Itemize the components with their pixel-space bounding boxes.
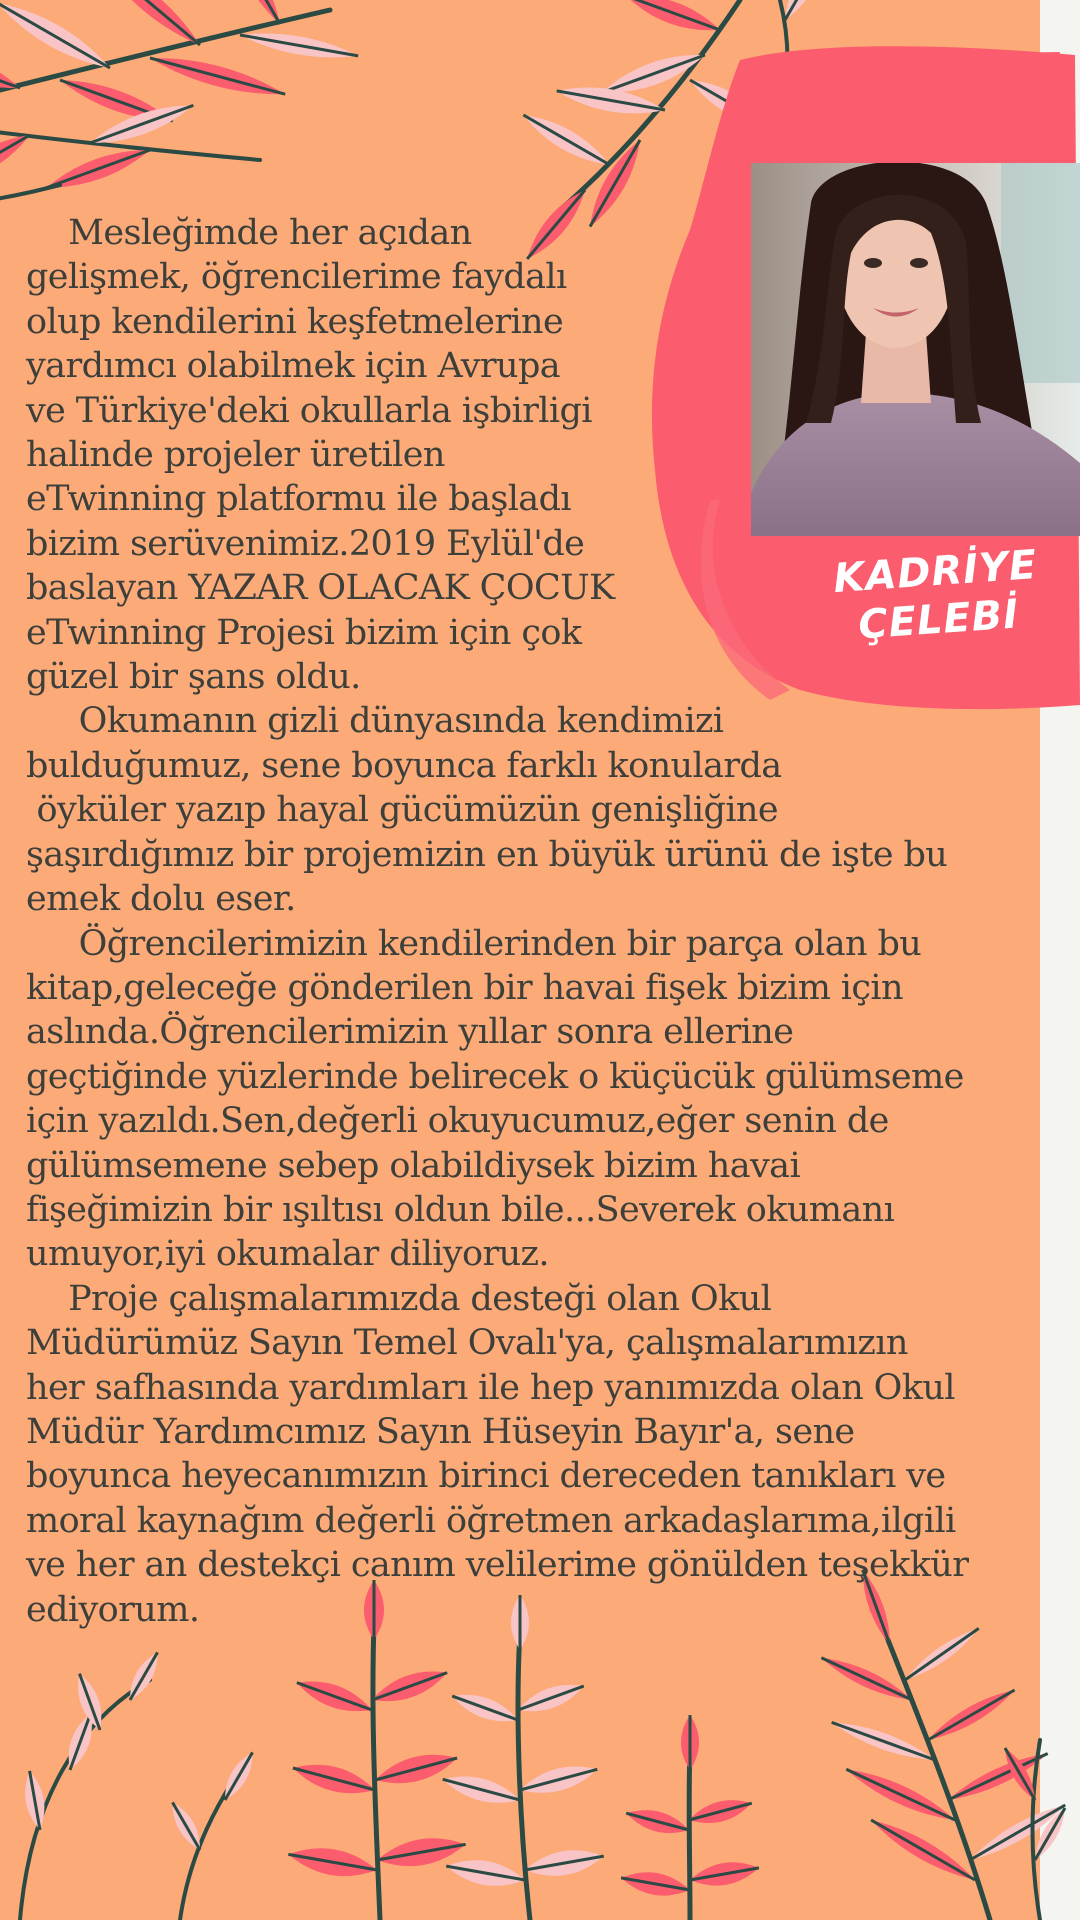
body-line: Okumanın gizli dünyasında kendimizi [26, 701, 724, 742]
body-line: bulduğumuz, sene boyunca farklı konularda [26, 745, 782, 786]
body-line: moral kaynağım değerli öğretmen arkadaşlarıma,ilgili [26, 1500, 956, 1541]
body-line: emek dolu eser. [26, 879, 296, 920]
body-line: gülümsemene sebep olabildiysek bizim havai [26, 1145, 801, 1186]
body-line: halinde projeler üretilen [26, 435, 445, 476]
body-line: boyunca heyecanımızın birinci dereceden tanıkları ve [26, 1456, 946, 1497]
body-line: öyküler yazıp hayal gücümüzün genişliğine [26, 790, 778, 831]
body-line: Müdürümüz Sayın Temel Ovalı'ya, çalışmalarımızın [26, 1323, 908, 1364]
body-line: Mesleğimde her açıdan [26, 213, 472, 253]
body-line: olup kendilerini keşfetmelerine [26, 301, 564, 342]
body-line: kitap,geleceğe gönderilen bir havai fişek bizim için [26, 967, 903, 1008]
body-line: Proje çalışmalarımızda desteği olan Okul [26, 1278, 772, 1319]
body-line: geçtiğinde yüzlerinde belirecek o küçücük gülümseme [26, 1056, 964, 1097]
body-line: eTwinning Projesi bizim için çok [26, 612, 582, 653]
body-line: ve her an destekçi canım velilerime gönülden teşekkür [26, 1545, 969, 1586]
body-line: Müdür Yardımcımız Sayın Hüseyin Bayır'a, sene [26, 1411, 855, 1452]
body-line: eTwinning platformu ile başladı [26, 479, 571, 520]
body-line: bizim serüvenimiz.2019 Eylül'de [26, 523, 585, 564]
body-line: baslayan YAZAR OLACAK ÇOCUK [26, 568, 615, 609]
body-line: Öğrencilerimizin kendilerinden bir parça olan bu [26, 923, 922, 964]
body-line: ediyorum. [26, 1589, 200, 1630]
body-line: gelişmek, öğrencilerime faydalı [26, 257, 567, 298]
body-line: için yazıldı.Sen,değerli okuyucumuz,eğer senin de [26, 1101, 889, 1142]
body-line: güzel bir şans oldu. [26, 657, 361, 698]
body-line: her safhasında yardımları ile hep yanımızda olan Okul [26, 1367, 955, 1408]
author-name-line1: KADRİYE [831, 541, 1039, 603]
body-line: fişeğimizin bir ışıltısı oldun bile...Severek okumanı [26, 1189, 895, 1230]
body-line: umuyor,iyi okumalar diliyoruz. [26, 1234, 549, 1275]
body-line: aslında.Öğrencilerimizin yıllar sonra ellerine [26, 1012, 794, 1053]
body-line: yardımcı olabilmek için Avrupa [26, 346, 561, 387]
body-line: ve Türkiye'deki okullarla işbirligi [26, 390, 592, 431]
body-line: şaşırdığımız bir projemizin en büyük ürünü de işte bu [26, 834, 948, 875]
body-text [26, 211, 1046, 1632]
author-name-line2: ÇELEBİ [856, 591, 1021, 649]
